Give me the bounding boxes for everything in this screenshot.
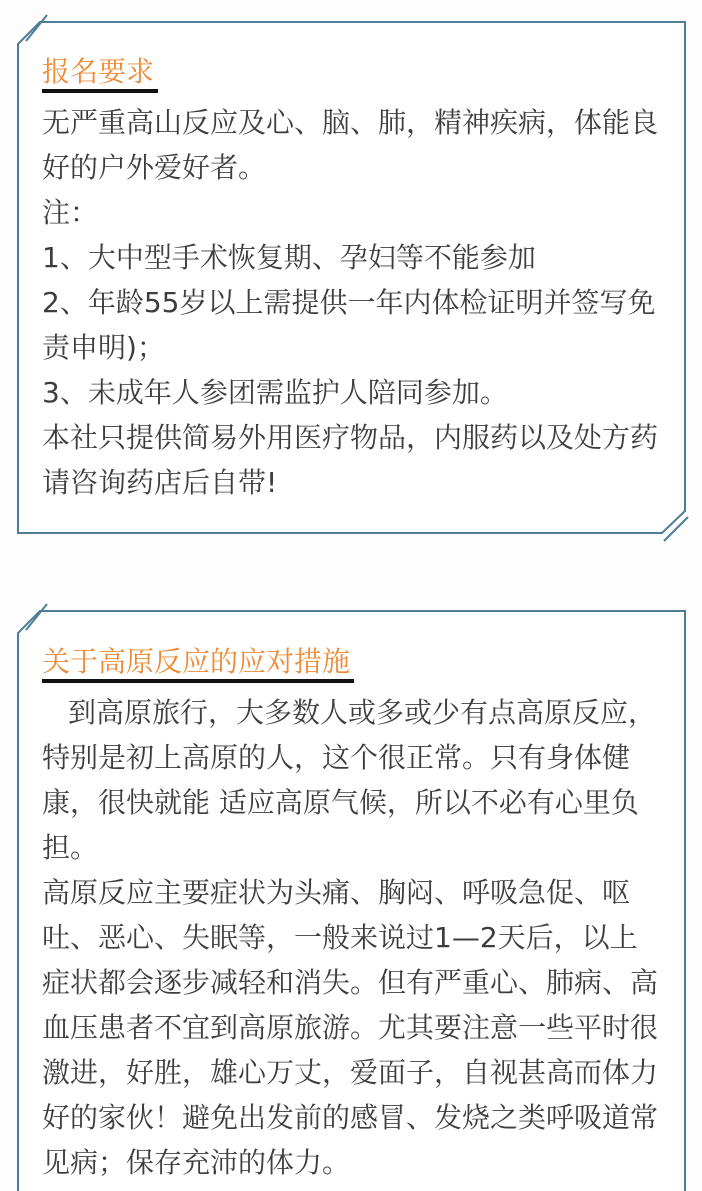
altitude-sickness-card bbox=[42, 645, 662, 1185]
section-heading-text: 报名要求 bbox=[42, 58, 158, 93]
list-item: 1、大中型手术恢复期、孕妇等不能参加 bbox=[42, 241, 536, 274]
section-heading bbox=[42, 645, 662, 683]
list-item: 2、年龄55岁以上需提供一年内体检证明并签写免责申明)； bbox=[42, 286, 656, 364]
paragraph: 本社只提供简易外用医疗物品，内服药以及处方药请咨询药店后自带! bbox=[42, 421, 659, 499]
section-heading-text: 关于高原反应的应对措施 bbox=[42, 648, 354, 683]
paragraph: 无严重高山反应及心、脑、肺，精神疾病，体能良好的户外爱好者。 bbox=[42, 106, 659, 184]
signup-requirements-card bbox=[42, 55, 662, 505]
paragraph: 高原反应主要症状为头痛、胸闷、呼吸急促、呕吐、恶心、失眠等，一般来说过1—2天后，以上症状都会逐步减轻和消失。但有严重心、肺病、高血压患者不宜到高原旅游。尤其要注意一些平时很激进，好胜，雄心万丈，爱面子，自视甚高而体力好的家伙！避免出发前的感冒、发烧之类呼吸道常见病；保存充沛的体力。 bbox=[42, 876, 659, 1179]
paragraph: 注： bbox=[42, 196, 99, 229]
section-heading bbox=[42, 55, 662, 93]
list-item: 3、未成年人参团需监护人陪同参加。 bbox=[42, 376, 508, 409]
paragraph: 到高原旅行，大多数人或多或少有点高原反应，特别是初上高原的人，这个很正常。只有身体健康，很快就能 适应高原气候，所以不必有心里负担。 bbox=[42, 696, 657, 864]
